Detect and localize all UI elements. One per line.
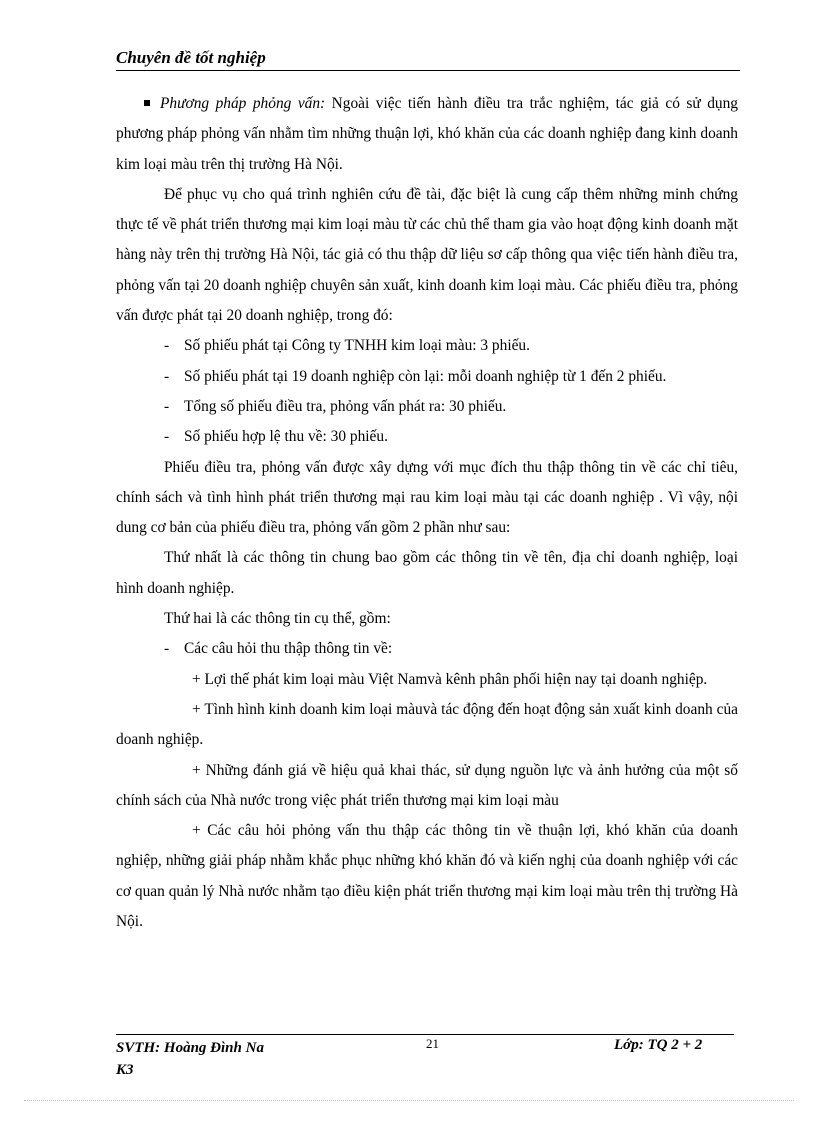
paragraph-3: Thứ nhất là các thông tin chung bao gồm các thông tin về tên, địa chỉ doanh nghiệp, loại hình doanh nghiệp. (116, 549, 738, 597)
footer-divider (116, 1034, 734, 1035)
list-item (116, 634, 738, 664)
list-item (116, 362, 738, 392)
page-header-title: Chuyên đề tốt nghiệp (116, 48, 266, 67)
list-item-text: Số phiếu phát tại 19 doanh nghiệp còn lại: mỗi doanh nghiệp từ 1 đến 2 phiếu. (184, 367, 667, 385)
list-item-text: Các câu hỏi thu thập thông tin về: (184, 640, 393, 658)
square-bullet-icon (144, 100, 150, 106)
list-item (116, 331, 738, 361)
bullet-label: Phương pháp phỏng vấn: (160, 95, 326, 112)
page-number: 21 (426, 1036, 439, 1051)
list-item-text: Số phiếu phát tại Công ty TNHH kim loại màu: 3 phiếu. (184, 337, 530, 355)
header-divider (116, 70, 740, 71)
list-item-text: Số phiếu hợp lệ thu về: 30 phiếu. (184, 428, 388, 446)
dash-marker: - (164, 367, 170, 385)
paragraph-4: Thứ hai là các thông tin cụ thể, gồm: (164, 610, 391, 628)
list-item (116, 392, 738, 422)
dash-marker: - (164, 640, 170, 658)
footer-class: Lớp: TQ 2 + 2 (614, 1037, 703, 1053)
interview-method-paragraph (116, 89, 738, 180)
paragraph-1: Để phục vụ cho quá trình nghiên cứu đề tài, đặc biệt là cung cấp thêm những minh chứng thực tế về phát triển thương mại kim loại màu từ các chủ thể tham gia vào hoạt động kinh doanh mặt hàng này trên thị trường Hà Nội, tác giả có thu thập dữ liệu sơ cấp thông qua việc tiến hành điều tra, phỏng vấn tại 20 doanh nghiệp chuyên sản xuất, kinh doanh kim loại màu. Các phiếu điều tra, phỏng vấn được phát tại 20 doanh nghiệp, trong đó: (116, 185, 738, 325)
footer-student (116, 1037, 264, 1081)
list-item-text: Tổng số phiếu điều tra, phỏng vấn phát ra: 30 phiếu. (184, 397, 507, 415)
plus-item: + Tình hình kinh doanh kim loại màuvà tác động đến hoạt động sản xuất kinh doanh của doanh nghiệp. (116, 700, 738, 749)
page-edge-line (24, 1100, 794, 1101)
plus-item: + Những đánh giá về hiệu quả khai thác, sử dụng nguồn lực và ảnh hưởng của một số chính sách của Nhà nước trong việc phát triển thương mại kim loại màu (116, 761, 738, 809)
footer-student-name: SVTH: Hoàng Đình Na (116, 1040, 264, 1056)
bullet-text: Ngoài việc tiến hành điều tra trắc nghiệm, tác giả có sử dụng phương pháp phỏng vấn nhằm tìm những thuận lợi, khó khăn của các doanh nghiệp đang kinh doanh kim loại màu trên thị trường Hà Nội. (116, 95, 738, 173)
plus-item: + Lợi thế phát kim loại màu Việt Namvà kênh phân phối hiện nay tại doanh nghiệp. (192, 670, 708, 688)
plus-item: + Các câu hỏi phỏng vấn thu thập các thông tin về thuận lợi, khó khăn của doanh nghiệp, những giải pháp nhằm khắc phục những khó khăn đó và kiến nghị của doanh nghiệp với các cơ quan quản lý Nhà nước nhằm tạo điều kiện phát triển thương mại kim loại màu trên thị trường Hà Nội. (116, 822, 738, 931)
dash-marker: - (164, 337, 170, 355)
list-item (116, 422, 738, 452)
paragraph-2: Phiếu điều tra, phỏng vấn được xây dựng với mục đích thu thập thông tin về các chỉ tiêu, chính sách và tình hình phát triển thương mại rau kim loại màu tại các doanh nghiệp . Vì vậy, nội dung cơ bản của phiếu điều tra, phỏng vấn gồm 2 phần như sau: (116, 458, 738, 537)
dash-marker: - (164, 428, 170, 446)
dash-marker: - (164, 397, 170, 415)
footer-student-cohort: K3 (116, 1062, 134, 1078)
document-body (116, 89, 738, 937)
